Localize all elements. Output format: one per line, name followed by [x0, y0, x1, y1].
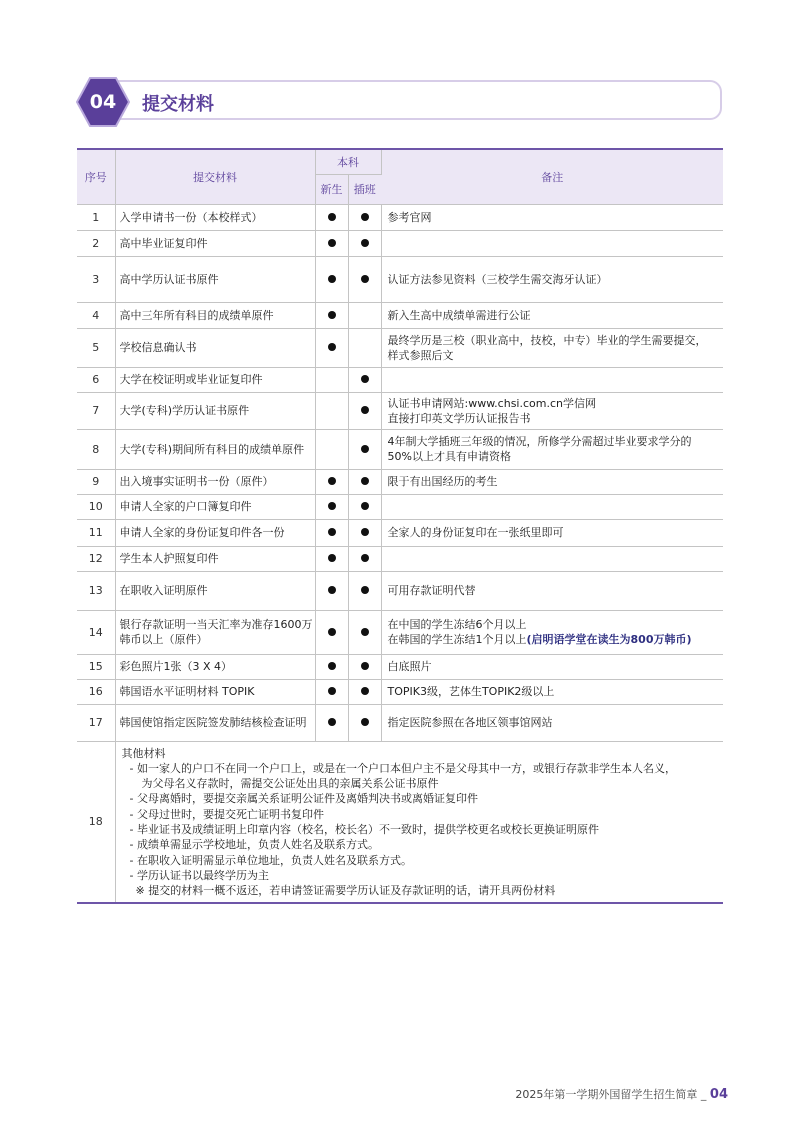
material-cell: 申请人全家的身份证复印件各一份: [115, 519, 315, 546]
required-dot-icon: [361, 586, 369, 594]
table-row: [77, 256, 723, 302]
freshman-cell: [315, 654, 348, 679]
section-number: 04: [89, 91, 117, 113]
note-cell: [381, 204, 723, 230]
note-cell: [381, 546, 723, 571]
transfer-cell: [348, 429, 381, 469]
note-line: [388, 449, 724, 464]
note-cell: [381, 494, 723, 519]
note-text: 可用存款证明代替: [387, 584, 476, 597]
material-cell: 高中学历认证书原件: [115, 256, 315, 302]
table-row: [77, 494, 723, 519]
required-dot-icon: [328, 311, 336, 319]
note-line: [388, 659, 724, 674]
transfer-cell: [348, 610, 381, 654]
note-cell: [381, 230, 723, 256]
transfer-cell: [348, 230, 381, 256]
required-dot-icon: [361, 718, 369, 726]
material-cell: 彩色照片1张（3 X 4）: [115, 654, 315, 679]
table-row: [77, 654, 723, 679]
table-row: [77, 610, 723, 654]
transfer-cell: [348, 654, 381, 679]
table-row: [77, 302, 723, 328]
note-cell: [381, 654, 723, 679]
required-dot-icon: [361, 628, 369, 636]
materials-table-body: [77, 204, 723, 903]
required-dot-icon: [361, 239, 369, 247]
freshman-cell: [315, 571, 348, 610]
materials-table: [77, 148, 723, 904]
required-dot-icon: [361, 275, 369, 283]
note-line: [388, 272, 724, 287]
note-line: [388, 474, 724, 489]
transfer-cell: [348, 469, 381, 494]
required-dot-icon: [328, 343, 336, 351]
note-line: [388, 411, 724, 426]
row-number: 4: [77, 302, 115, 328]
note-text: 直接打印英文学历认证报告书: [387, 411, 531, 425]
transfer-cell: [348, 204, 381, 230]
note-text: 样式参照后文: [387, 348, 454, 362]
page-number: 04: [709, 1087, 728, 1102]
note-cell: [381, 392, 723, 429]
table-row: [77, 328, 723, 367]
freshman-cell: [315, 302, 348, 328]
table-row: [77, 230, 723, 256]
row-number: 1: [77, 204, 115, 230]
note-cell: [381, 429, 723, 469]
required-dot-icon: [328, 477, 336, 485]
row-number: 10: [77, 494, 115, 519]
required-dot-icon: [361, 406, 369, 414]
freshman-cell: [315, 204, 348, 230]
row-number: 6: [77, 367, 115, 392]
required-dot-icon: [361, 554, 369, 562]
note-cell: [381, 256, 723, 302]
required-dot-icon: [361, 687, 369, 695]
material-cell: 大学(专科)学历认证书原件: [115, 392, 315, 429]
note-cell: [381, 367, 723, 392]
required-dot-icon: [328, 628, 336, 636]
header-undergrad: 本科: [315, 149, 381, 174]
row-number: 3: [77, 256, 115, 302]
freshman-cell: [315, 469, 348, 494]
row-number: 13: [77, 571, 115, 610]
table-row: [77, 679, 723, 704]
material-cell: 出入境事实证明书一份（原件）: [115, 469, 315, 494]
table-row: [77, 704, 723, 741]
note-cell: [381, 302, 723, 328]
freshman-cell: [315, 328, 348, 367]
table-row: [77, 519, 723, 546]
transfer-cell: [348, 519, 381, 546]
material-cell: 高中三年所有科目的成绩单原件: [115, 302, 315, 328]
required-dot-icon: [328, 586, 336, 594]
note-line: [388, 348, 724, 363]
transfer-cell: [348, 571, 381, 610]
other-materials-title: 其他材料: [121, 746, 166, 760]
note-text: 在韩国的学生冻结1个月以上: [387, 633, 527, 646]
freshman-cell: [315, 392, 348, 429]
row-number: 15: [77, 654, 115, 679]
freshman-cell: [315, 230, 348, 256]
note-line: [388, 684, 724, 699]
material-cell: 申请人全家的户口簿复印件: [115, 494, 315, 519]
required-dot-icon: [361, 213, 369, 221]
required-dot-icon: [328, 275, 336, 283]
material-cell: 学校信息确认书: [115, 328, 315, 367]
row-number: 2: [77, 230, 115, 256]
header-material: 提交材料: [115, 149, 315, 204]
note-text: 参考官网: [387, 210, 432, 224]
row-number: 8: [77, 429, 115, 469]
note-highlight: (启明语学堂在读生为800万韩币): [526, 633, 692, 646]
note-cell: [381, 679, 723, 704]
freshman-cell: [315, 429, 348, 469]
table-row: [77, 571, 723, 610]
required-dot-icon: [328, 528, 336, 536]
note-line: [388, 308, 724, 323]
other-materials-line: - 父母离婚时，要提交亲属关系证明公证件及离婚判决书或离婚证复印件: [129, 792, 478, 806]
note-text: TOPIK3级，艺体生TOPIK2级以上: [387, 685, 555, 698]
transfer-cell: [348, 704, 381, 741]
other-materials-line: - 在职收入证明需显示单位地址，负责人姓名及联系方式。: [129, 853, 412, 867]
transfer-cell: [348, 302, 381, 328]
material-cell: 学生本人护照复印件: [115, 546, 315, 571]
note-text: 新入生高中成绩单需进行公证: [387, 308, 531, 322]
transfer-cell: [348, 546, 381, 571]
material-cell: 大学(专科)期间所有科目的成绩单原件: [115, 429, 315, 469]
table-row: [77, 429, 723, 469]
required-dot-icon: [328, 213, 336, 221]
note-cell: [381, 610, 723, 654]
note-cell: [381, 571, 723, 610]
row-number: 5: [77, 328, 115, 367]
required-dot-icon: [361, 502, 369, 510]
material-cell: 银行存款证明一当天汇率为准存1600万韩币以上（原件）: [115, 610, 315, 654]
footer-separator: _: [700, 1088, 707, 1101]
row-number: 9: [77, 469, 115, 494]
header-transfer: 插班: [348, 174, 381, 204]
row-number: 18: [77, 741, 115, 903]
transfer-cell: [348, 494, 381, 519]
other-materials-line: - 如一家人的户口不在同一个户口上，或是在一个户口本但户主不是父母其中一方，或银行存款非学生本人名义，: [129, 761, 676, 775]
note-text: 4年制大学插班三年级的情况，所修学分需超过毕业要求学分的: [387, 435, 692, 448]
note-cell: [381, 469, 723, 494]
note-text: 在中国的学生冻结6个月以上: [387, 618, 527, 631]
transfer-cell: [348, 367, 381, 392]
footer-text: 2025年第一学期外国留学生招生简章: [515, 1088, 698, 1101]
other-materials-line: - 学历认证书以最终学历为主: [129, 868, 269, 882]
note-line: [388, 632, 724, 647]
required-dot-icon: [328, 554, 336, 562]
row-number: 17: [77, 704, 115, 741]
other-materials-cell: [115, 741, 723, 903]
other-materials-line: - 成绩单需显示学校地址，负责人姓名及联系方式。: [129, 838, 379, 852]
note-line: [388, 333, 724, 348]
table-row: [77, 546, 723, 571]
note-line: [388, 396, 724, 411]
material-cell: 大学在校证明或毕业证复印件: [115, 367, 315, 392]
note-line: [388, 617, 724, 632]
header-freshman: 新生: [315, 174, 348, 204]
note-text: 全家人的身份证复印在一张纸里即可: [387, 526, 564, 539]
table-row: [77, 469, 723, 494]
required-dot-icon: [361, 477, 369, 485]
freshman-cell: [315, 704, 348, 741]
required-dot-icon: [361, 445, 369, 453]
freshman-cell: [315, 367, 348, 392]
transfer-cell: [348, 256, 381, 302]
row-number: 16: [77, 679, 115, 704]
freshman-cell: [315, 546, 348, 571]
material-cell: 韩国语水平证明材料 TOPIK: [115, 679, 315, 704]
row-number: 12: [77, 546, 115, 571]
note-line: [388, 210, 724, 225]
transfer-cell: [348, 328, 381, 367]
material-cell: 在职收入证明原件: [115, 571, 315, 610]
note-text: 指定医院参照在各地区领事馆网站: [387, 716, 553, 729]
note-cell: [381, 328, 723, 367]
note-line: [388, 434, 724, 449]
required-dot-icon: [328, 662, 336, 670]
note-text: 白底照片: [387, 660, 432, 673]
other-materials-row: [77, 741, 723, 903]
transfer-cell: [348, 679, 381, 704]
note-cell: [381, 704, 723, 741]
table-row: [77, 392, 723, 429]
freshman-cell: [315, 610, 348, 654]
note-cell: [381, 519, 723, 546]
note-line: [388, 583, 724, 598]
note-line: [388, 525, 724, 540]
section-title: 提交材料: [142, 94, 214, 115]
note-text: 限于有出国经历的考生: [387, 475, 498, 488]
other-materials-line: - 父母过世时，要提交死亡证明书复印件: [129, 807, 324, 821]
freshman-cell: [315, 256, 348, 302]
required-dot-icon: [361, 662, 369, 670]
other-materials-line: ※ 提交的材料一概不返还，若申请签证需要学历认证及存款证明的话，请开具两份材料: [135, 884, 556, 898]
material-cell: 入学申请书一份（本校样式）: [115, 204, 315, 230]
page-footer: [515, 1086, 728, 1102]
freshman-cell: [315, 494, 348, 519]
required-dot-icon: [361, 528, 369, 536]
material-cell: 韩国使馆指定医院签发肺结核检查证明: [115, 704, 315, 741]
note-text: 认证书申请网站:www.chsi.com.cn学信网: [387, 396, 596, 410]
required-dot-icon: [328, 239, 336, 247]
transfer-cell: [348, 392, 381, 429]
header-no: 序号: [77, 149, 115, 204]
header-note: 备注: [381, 149, 723, 204]
note-text: 50%以上才具有申请资格: [387, 450, 511, 463]
required-dot-icon: [328, 502, 336, 510]
other-materials-line: - 毕业证书及成绩证明上印章内容（校名，校长名）不一致时，提供学校更名或校长更换证明原件: [129, 822, 599, 836]
note-text: 认证方法参见资料（三校学生需交海牙认证）: [387, 272, 608, 286]
row-number: 11: [77, 519, 115, 546]
required-dot-icon: [328, 718, 336, 726]
table-row: [77, 367, 723, 392]
material-cell: 高中毕业证复印件: [115, 230, 315, 256]
row-number: 7: [77, 392, 115, 429]
freshman-cell: [315, 679, 348, 704]
table-row: [77, 204, 723, 230]
note-text: 最终学历是三校（职业高中，技校，中专）毕业的学生需要提交，: [387, 333, 707, 347]
note-line: [388, 715, 724, 730]
freshman-cell: [315, 519, 348, 546]
required-dot-icon: [361, 375, 369, 383]
section-header: [76, 76, 726, 128]
other-materials-line: 为父母名义存款时，需提交公证处出具的亲属关系公证书原件: [141, 777, 439, 791]
row-number: 14: [77, 610, 115, 654]
required-dot-icon: [328, 687, 336, 695]
